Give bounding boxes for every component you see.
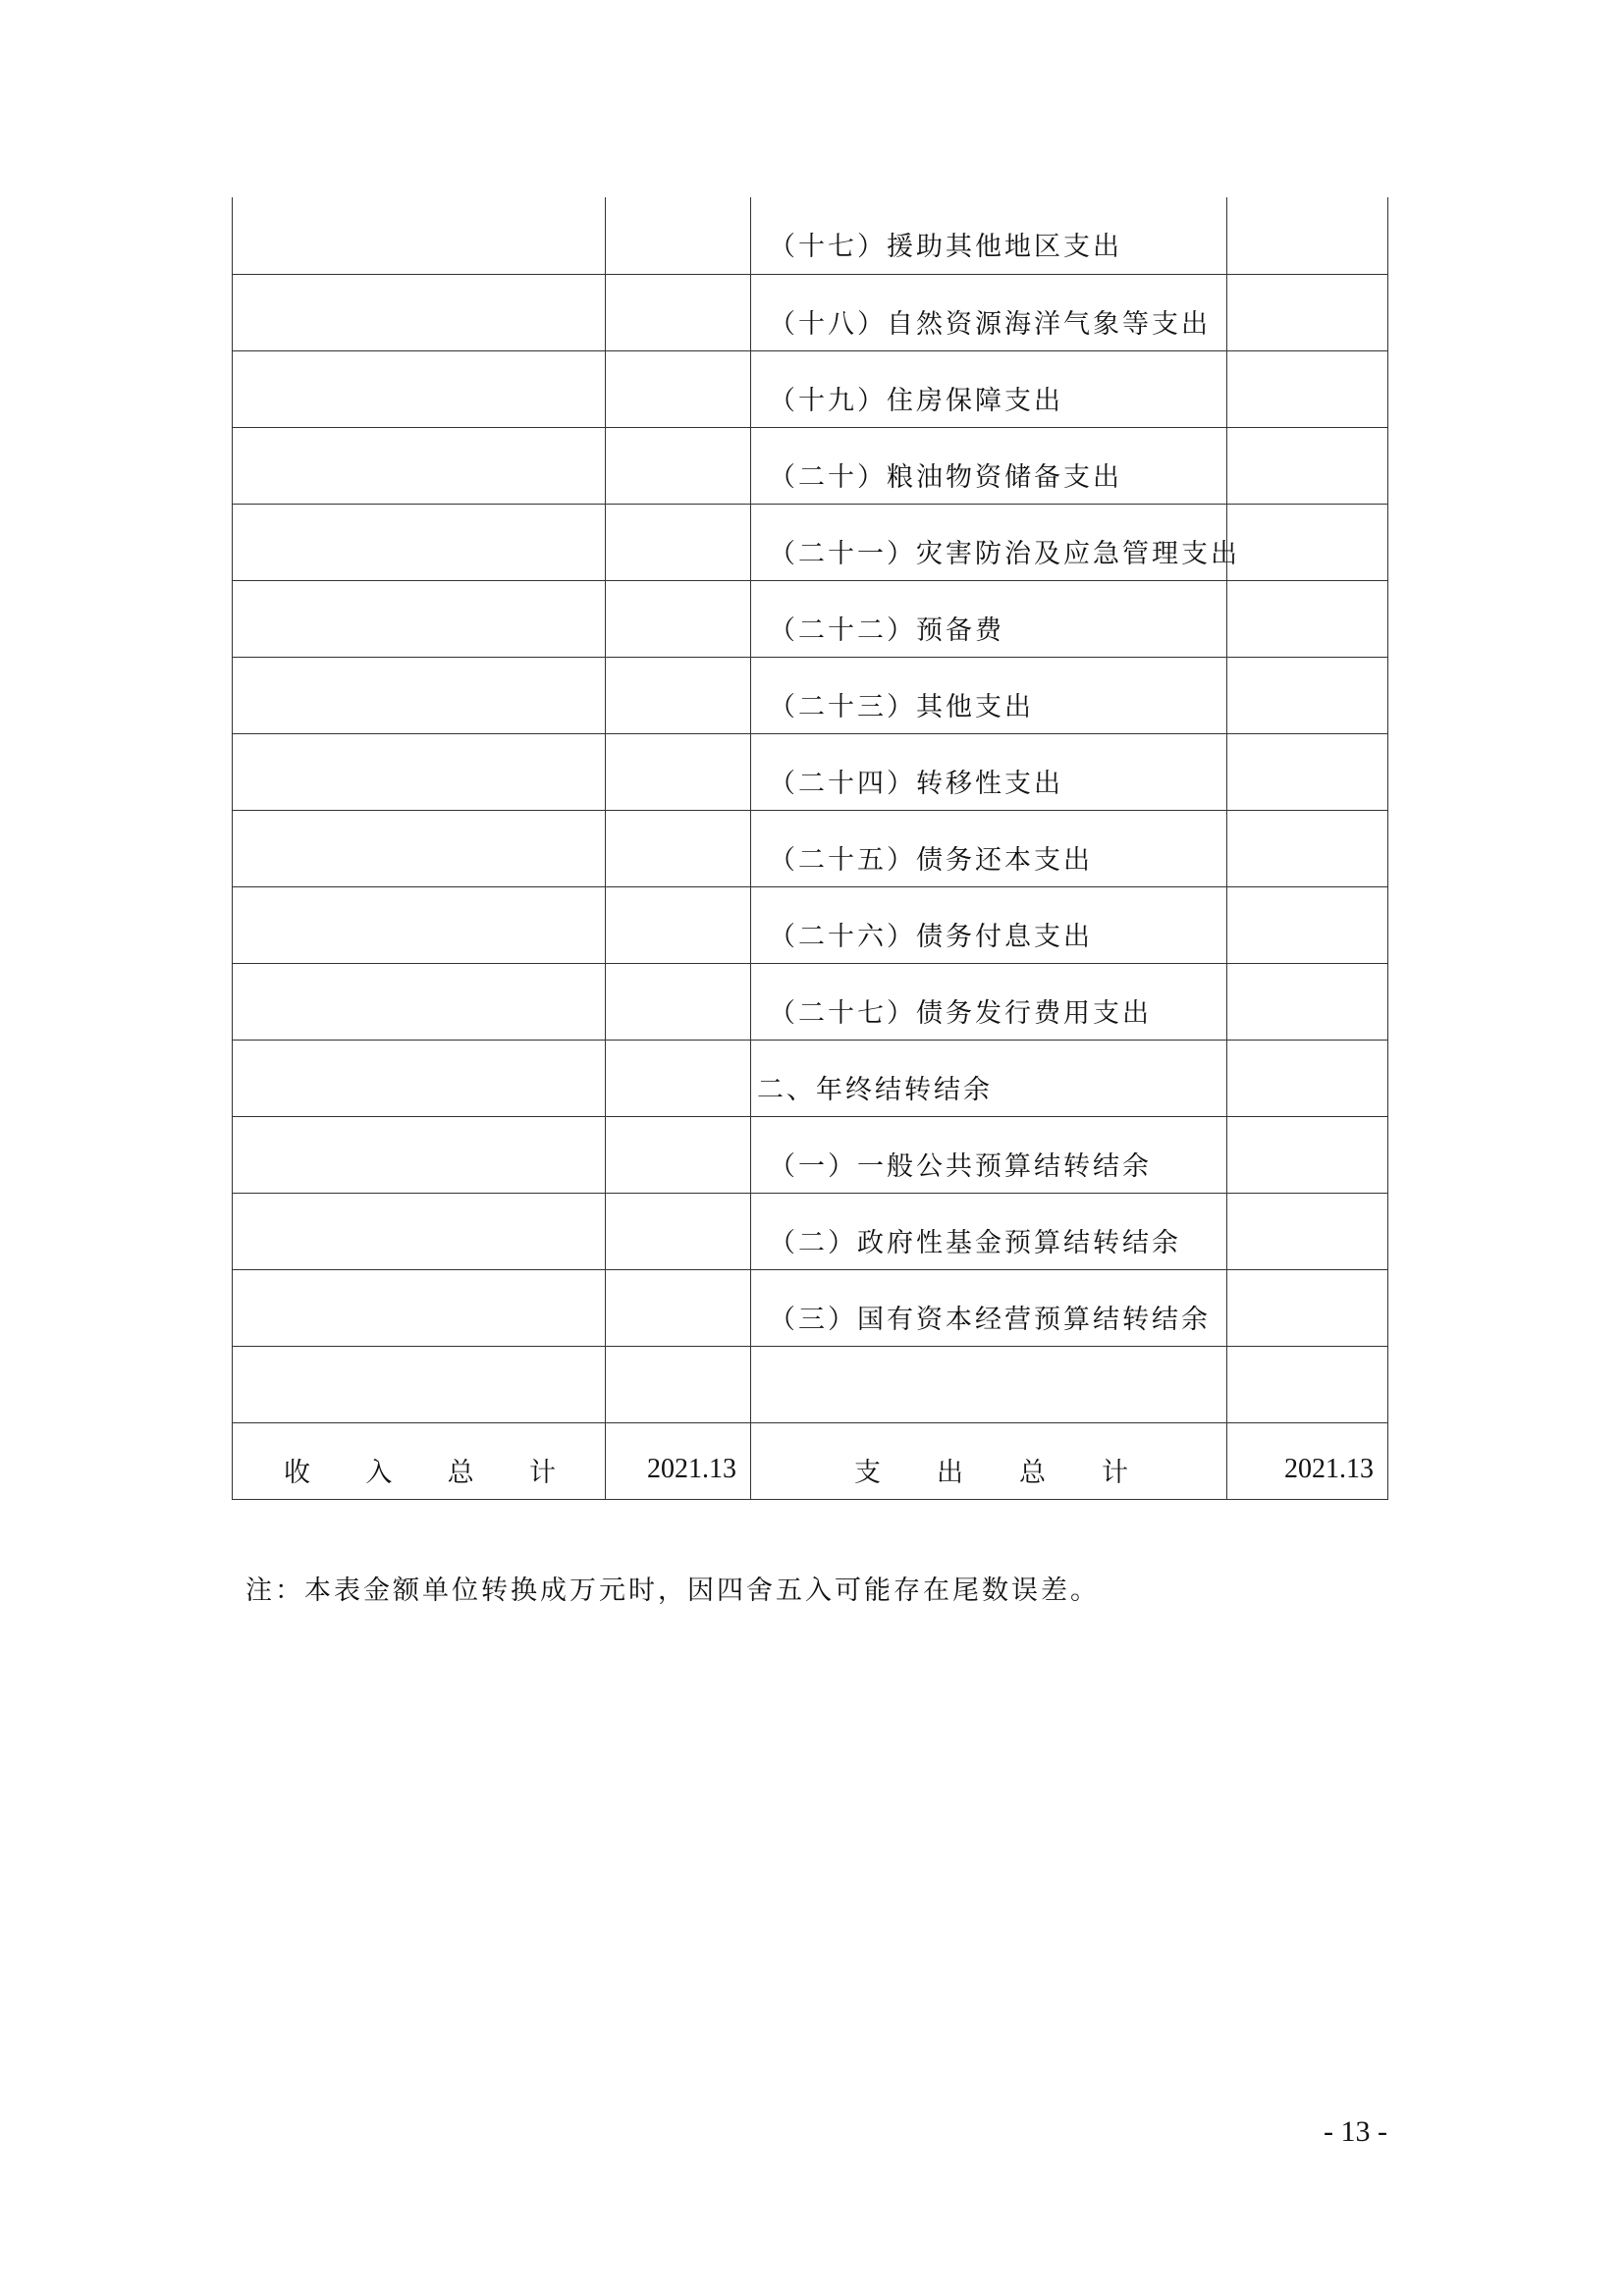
income-item-cell — [233, 1346, 606, 1422]
expense-total-label-char: 总 — [1019, 1457, 1046, 1488]
income-item-cell — [233, 274, 606, 350]
income-amount-cell — [606, 963, 751, 1040]
page-number: - 13 - — [1324, 2115, 1387, 2148]
table-row — [233, 1269, 1388, 1346]
table-row — [233, 1116, 1388, 1193]
income-item-cell — [233, 886, 606, 963]
expense-amount-cell — [1227, 350, 1388, 427]
income-amount-cell — [606, 504, 751, 580]
total-row — [233, 1422, 1388, 1499]
table-row — [233, 1346, 1388, 1422]
expense-item-cell — [751, 1346, 1227, 1422]
expense-amount-cell — [1227, 733, 1388, 810]
income-amount-cell — [606, 350, 751, 427]
table-row — [233, 350, 1388, 427]
table-row — [233, 1040, 1388, 1116]
expense-total-label-char: 计 — [1102, 1457, 1128, 1488]
footnote: 注：本表金额单位转换成万元时，因四舍五入可能存在尾数误差。 — [245, 1575, 1100, 1606]
income-item-cell — [233, 810, 606, 886]
expense-total-label-char: 出 — [937, 1457, 963, 1488]
income-amount-cell — [606, 733, 751, 810]
table-row — [233, 274, 1388, 350]
income-total-label-char: 计 — [528, 1457, 556, 1488]
table-row — [233, 1193, 1388, 1269]
expense-amount-cell — [1227, 197, 1388, 274]
income-item-cell — [233, 504, 606, 580]
expense-amount-cell — [1227, 427, 1388, 504]
expense-amount-cell — [1227, 1116, 1388, 1193]
income-amount-cell — [606, 1346, 751, 1422]
table-row — [233, 886, 1388, 963]
expense-item-cell: （二十七）债务发行费用支出 — [751, 963, 1227, 1040]
income-item-cell — [233, 427, 606, 504]
expense-item-cell: （三）国有资本经营预算结转结余 — [751, 1269, 1227, 1346]
income-amount-cell — [606, 197, 751, 274]
income-total-amount: 2021.13 — [606, 1422, 751, 1499]
income-item-cell — [233, 963, 606, 1040]
expense-amount-cell — [1227, 810, 1388, 886]
expense-item-cell: （十七）援助其他地区支出 — [751, 197, 1227, 274]
expense-amount-cell — [1227, 504, 1388, 580]
expense-item-cell: （二十三）其他支出 — [751, 657, 1227, 733]
income-amount-cell — [606, 657, 751, 733]
expense-amount-cell — [1227, 580, 1388, 657]
expense-total-label-char: 支 — [854, 1457, 881, 1488]
expense-total-amount: 2021.13 — [1227, 1422, 1388, 1499]
expense-amount-cell — [1227, 1346, 1388, 1422]
expense-item-cell: （二十四）转移性支出 — [751, 733, 1227, 810]
expense-item-cell: （十九）住房保障支出 — [751, 350, 1227, 427]
income-amount-cell — [606, 1040, 751, 1116]
income-item-cell — [233, 350, 606, 427]
income-amount-cell — [606, 427, 751, 504]
expense-amount-cell — [1227, 963, 1388, 1040]
expense-amount-cell — [1227, 657, 1388, 733]
budget-table — [232, 197, 1388, 1500]
income-item-cell — [233, 1269, 606, 1346]
expense-item-cell: （二十五）债务还本支出 — [751, 810, 1227, 886]
expense-amount-cell — [1227, 274, 1388, 350]
table-row — [233, 197, 1388, 274]
expense-item-cell: 二、年终结转结余 — [751, 1040, 1227, 1116]
income-item-cell — [233, 197, 606, 274]
table-row — [233, 580, 1388, 657]
income-item-cell — [233, 1040, 606, 1116]
income-amount-cell — [606, 1116, 751, 1193]
income-item-cell — [233, 580, 606, 657]
expense-amount-cell — [1227, 1193, 1388, 1269]
expense-item-cell: （二）政府性基金预算结转结余 — [751, 1193, 1227, 1269]
income-total-label-char: 入 — [365, 1457, 393, 1488]
expense-amount-cell — [1227, 1269, 1388, 1346]
expense-item-cell: （二十二）预备费 — [751, 580, 1227, 657]
table-row — [233, 427, 1388, 504]
table-row — [233, 810, 1388, 886]
expense-amount-cell — [1227, 1040, 1388, 1116]
table-row — [233, 963, 1388, 1040]
income-total-label — [233, 1422, 606, 1499]
income-amount-cell — [606, 810, 751, 886]
table-row — [233, 733, 1388, 810]
table-row — [233, 504, 1388, 580]
expense-item-cell: （二十）粮油物资储备支出 — [751, 427, 1227, 504]
expense-item-cell: （十八）自然资源海洋气象等支出 — [751, 274, 1227, 350]
table-row — [233, 657, 1388, 733]
expense-item-cell: （二十六）债务付息支出 — [751, 886, 1227, 963]
income-amount-cell — [606, 580, 751, 657]
income-item-cell — [233, 1193, 606, 1269]
income-amount-cell — [606, 886, 751, 963]
expense-item-cell: （一）一般公共预算结转结余 — [751, 1116, 1227, 1193]
expense-item-cell: （二十一）灾害防治及应急管理支出 — [751, 504, 1227, 580]
income-total-label-char: 收 — [284, 1457, 310, 1488]
expense-amount-cell — [1227, 886, 1388, 963]
income-item-cell — [233, 733, 606, 810]
income-item-cell — [233, 657, 606, 733]
income-amount-cell — [606, 1193, 751, 1269]
income-total-label-char: 总 — [447, 1457, 474, 1488]
income-amount-cell — [606, 1269, 751, 1346]
income-item-cell — [233, 1116, 606, 1193]
income-amount-cell — [606, 274, 751, 350]
expense-total-label — [751, 1422, 1227, 1499]
